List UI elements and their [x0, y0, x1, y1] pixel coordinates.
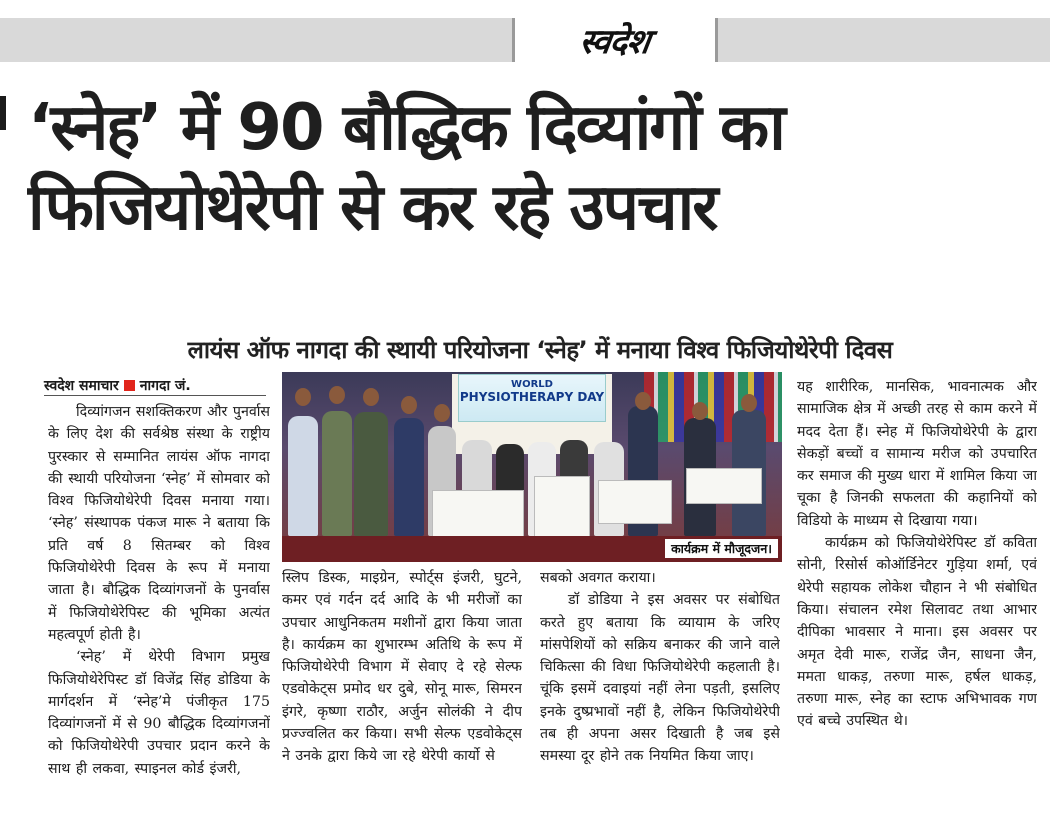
article-column-4	[797, 376, 1037, 812]
article-paragraph: डॉ डोडिया ने इस अवसर पर संबोधित करते हुए बताया कि व्यायाम के जरिए मांसपेशियों को सक्रिय बनाकर की जाने वाले चिकित्सा की विधा फिजियोथेरेपी कहलाती है। चूंकि इसमें दवाइयां नहीं लेना पड़ती, इसलिए इनके दुष्प्रभावों नहीं है, लेकिन फिजियोथेरेपी तब ही अपना असर दिखाती है जब इसे समस्या दूर होने तक नियमित किया जाए।	[540, 592, 780, 765]
article-column-2	[282, 567, 522, 812]
byline-divider	[44, 395, 266, 396]
person-head	[401, 396, 417, 414]
person-head	[635, 392, 651, 410]
headline-line-1: ‘स्नेह’ में 90 बौद्धिक दिव्यांगों का	[28, 91, 784, 165]
headline	[28, 88, 1038, 248]
byline	[44, 376, 191, 395]
drawing-card	[534, 476, 590, 540]
person-figure	[322, 411, 352, 536]
article-paragraph: कार्यक्रम को फिजियोथेरेपिस्ट डॉ कविता सोनी, रिसोर्स कोऑर्डिनेटर गुड़िया शर्मा, एवं थेरेपी सहायक लोकेश चौहान ने भी संबोधित किया। संचालन रमेश सिलावट तथा आभार दीपिका भावसार ने माना। इस अवसर पर अमृत देवी मारू, राजेंद्र जैन, साधना जैन, ममता धाकड़, तरुणा मारू, हर्षल धाकड़, तरुणा मारू, स्नेह का स्टाफ अभिभावक गण एवं बच्चे उपस्थित थे।	[797, 535, 1037, 730]
subheadline: लायंस ऑफ नागदा की स्थायी परियोजना ‘स्नेह’ में मनाया विश्व फिजियोथेरेपी दिवस	[187, 336, 893, 364]
person-head	[434, 404, 450, 422]
person-head	[741, 394, 757, 412]
article-paragraph: स्लिप डिस्क, माइग्रेन, स्पोर्ट्स इंजरी, घुटने, कमर एवं गर्दन दर्द आदि के भी मरीजों का उपचार आधुनिकतम मशीनों द्वारा किया जाता है। कार्यक्रम का शुभारम्भ अतिथि के रूप में फिजियोथेरेपी विभाग में सेवाए दे रहे सेल्फ एडवोकेट्स प्रमोद धर दुबे, सोनू मारू, सिमरन इंगरे, कृष्णा राठौर, अर्जुन सोलंकी ने दीप प्रज्ज्वलित कर किया। सभी सेल्फ एडवोकेट्स ने उनके द्वारा किये जा रहे थेरेपी कार्यो से	[282, 570, 522, 765]
red-square-icon	[124, 380, 135, 391]
masthead	[512, 18, 718, 62]
drawing-card	[686, 468, 762, 504]
drawing-card	[598, 480, 672, 524]
article-column-1	[48, 401, 270, 811]
person-figure	[354, 412, 388, 536]
headline-line-2: फिजियोथेरेपी से कर रहे उपचार	[28, 171, 717, 245]
event-banner	[458, 374, 606, 422]
person-head	[329, 386, 345, 404]
newspaper-logo: स्वदेश	[577, 22, 653, 62]
person-head	[692, 402, 708, 420]
drawing-card	[432, 490, 524, 540]
article-paragraph: सबको अवगत कराया।	[540, 570, 656, 586]
person-head	[295, 388, 311, 406]
photo-caption: कार्यक्रम में मौजूदजन।	[665, 539, 778, 558]
byline-agency: स्वदेश समाचार	[44, 378, 119, 394]
person-figure	[394, 418, 424, 536]
article-paragraph: ‘स्नेह’ में थेरेपी विभाग प्रमुख फिजियोथेरेपिस्ट डॉ विजेंद्र सिंह डोडिया के मार्गदर्शन में ‘स्नेह’मे पंजीकृत 175 दिव्यांगजनों में से 90 बौद्धिक दिव्यांगजनों को फिजियोथेरेपी उपचार प्रदान करने के साथ ही लकवा, स्पाइनल कोर्ड इंजरी,	[48, 649, 270, 777]
person-figure	[288, 416, 318, 536]
article-paragraph: यह शारीरिक, मानसिक, भावनात्मक और सामाजिक क्षेत्र में अच्छी तरह से काम करने में मदद देता हैं। स्नेह में फिजियोथेरेपी के द्वारा सेकड़ों बच्चों व सामान्य मरीज को उपचारित कर समाज की मुख्य धारा में शामिल किया जा चूका है जिनकी सफलता की कहानियों को विडियो के माध्यम से दिखाया गया।	[797, 379, 1037, 529]
event-photo	[282, 372, 782, 562]
banner-line-1: WORLD	[511, 379, 553, 390]
banner-line-2: PHYSIOTHERAPY DAY	[459, 390, 605, 404]
byline-place: नागदा जं.	[139, 378, 191, 394]
article-paragraph: दिव्यांगजन सशक्तिकरण और पुनर्वास के लिए देश की सर्वश्रेष्ठ संस्था के राष्ट्रीय पुरस्कार से सम्मानित लायंस ऑफ नागदा की स्थायी परियोजना ‘स्नेह’ में सोमवार को विश्व फिजियोथेरेपी दिवस मनाया गया। ‘स्नेह’ संस्थापक पंकज मारू ने बताया कि प्रति वर्ष 8 सितम्बर को विश्व फिजियोथेरेपी दिवस के रूप में मनाया जाता है। बौद्धिक दिव्यांगजनों के पुनर्वास में फिजियोथेरेपिस्ट की भूमिका अत्यंत महत्वपूर्ण होती है।	[48, 404, 270, 643]
person-head	[363, 388, 379, 406]
headline-marker-bar	[0, 96, 6, 130]
article-column-3	[540, 567, 780, 812]
